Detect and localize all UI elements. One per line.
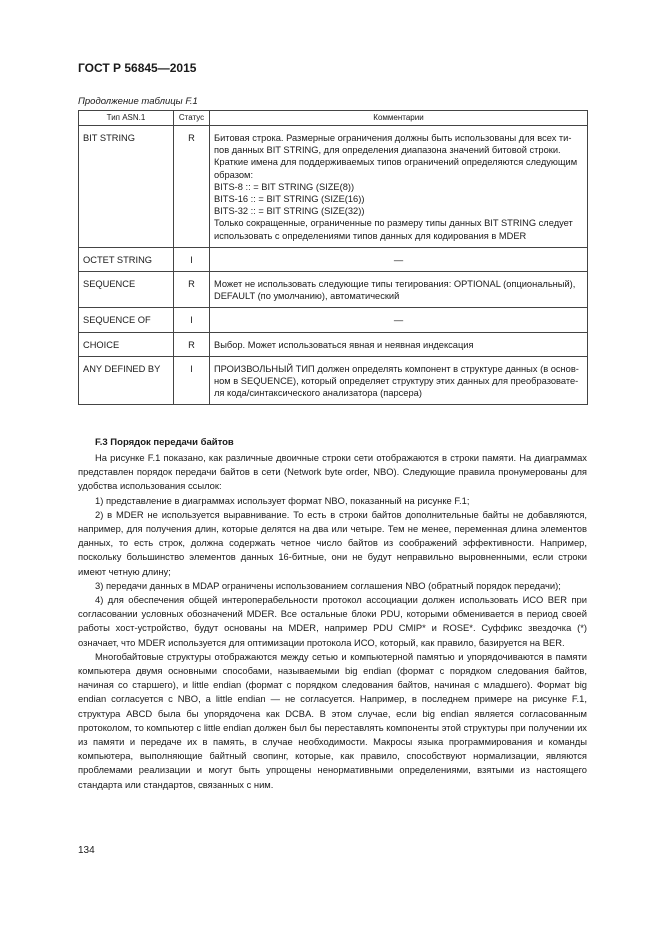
comment-line: DEFAULT (по умолчанию), автоматический	[214, 291, 400, 302]
cell-type: SEQUENCE	[79, 272, 174, 308]
table-row	[79, 126, 588, 248]
column-header-type: Тип ASN.1	[79, 111, 174, 126]
comment-line: Только сокращенные, ограниченные по размеру типы данных BIT STRING следует	[214, 218, 573, 229]
comment-line: Битовая строка. Размерные ограничения должны быть использованы для всех ти-	[214, 133, 572, 143]
section-body	[78, 451, 587, 792]
cell-comment	[210, 356, 588, 405]
cell-type: OCTET STRING	[79, 247, 174, 271]
comment-line: Может не использовать следующие типы тегирования: OPTIONAL (опциональный),	[214, 279, 576, 290]
paragraph: 3) передачи данных в MDAP ограничены использованием соглашения NBO (обратный порядок передачи);	[95, 579, 561, 591]
comment-line: —	[393, 254, 404, 265]
cell-status: R	[174, 332, 210, 356]
comment-line: BITS-16 :: = BIT STRING (SIZE(16))	[214, 194, 365, 205]
asn-types-table	[78, 110, 588, 405]
comment-line: образом:	[214, 169, 254, 180]
cell-comment	[210, 247, 588, 271]
cell-status: R	[174, 126, 210, 248]
paragraph: Многобайтовые структуры отображаются между сетью и компьютерной памятью и упорядочиваются в памяти компьютера двумя основными способами, называемыми big endian (формат с порядком следования байтов, начиная со старшего), и little endian (формат с порядком следования байтов, начиная с младшего). Формат big endian согласуется с NBO, а little endian — не согласуется. Например, в последнем примере на рисунке F.1, структура ABCD была бы упорядочена как DCBA. В этом случае, если big endian является согласованным протоколом, то компьютер с little endian должен был бы переставлять компоненты этой структуры при получении их из памяти и передаче их в память, в случае необходимости. Макросы языка программирования и команды компьютера, выполняющие байтный свопинг, которые, как правило, способствуют нормализации, являются проблемами реализации и могут быть упрощены ненормативными определениями, взятыми из настоящего стандарта или стандартов, связанных с ним.	[78, 650, 587, 790]
comment-line: —	[393, 315, 404, 326]
column-header-status: Статус	[174, 111, 210, 126]
cell-type: ANY DEFINED BY	[79, 356, 174, 405]
column-header-comments: Комментарии	[210, 111, 588, 126]
table-row	[79, 272, 588, 308]
table-caption: Продолжение таблицы F.1	[78, 96, 198, 107]
cell-type: SEQUENCE OF	[79, 308, 174, 332]
comment-line: BITS-32 :: = BIT STRING (SIZE(32))	[214, 206, 365, 217]
paragraph: 1) представление в диаграммах использует формат NBO, показанный на рисунке F.1;	[95, 494, 470, 506]
cell-comment	[210, 332, 588, 356]
table-row	[79, 247, 588, 271]
comment-line: ном в SEQUENCE), который определяет структуру этих данных для преобразовате-	[214, 376, 579, 387]
cell-comment	[210, 308, 588, 332]
comment-line: ля кода/синтаксического анализатора (парсера)	[214, 388, 422, 399]
document-code: ГОСТ Р 56845—2015	[78, 61, 197, 75]
paragraph: На рисунке F.1 показано, как различные двоичные строки сети отображаются в строки памяти. На диаграммах представлен порядок передачи байтов в сети (Network byte order, NBO). Следующие правила пронумерованы для удобства использования ссылок:	[78, 452, 587, 492]
cell-status: I	[174, 247, 210, 271]
comment-line: BITS-8 :: = BIT STRING (SIZE(8))	[214, 181, 355, 192]
comment-line: пов данных BIT STRING, для определения диапазона значений битовой строки.	[214, 145, 561, 156]
paragraph: 4) для обеспечения общей интероперабельности протокол ассоциации должен использовать ИСО BER при согласовании условных обозначений MDER. Все остальные блоки PDU, которыми обменивается в период своей работы хост-устройство, будут основаны на MDER, например PDU CMIP* и ROSE*. Суффикс звездочка (*) означает, что MDER используется для оптимизации протокола ИСО, который, как правило, базируется на BER.	[78, 594, 587, 648]
cell-status: I	[174, 308, 210, 332]
cell-type: CHOICE	[79, 332, 174, 356]
table-row	[79, 356, 588, 405]
cell-type: BIT STRING	[79, 126, 174, 248]
page-number: 134	[78, 845, 95, 856]
table-row	[79, 308, 588, 332]
cell-comment	[210, 272, 588, 308]
comment-line: ПРОИЗВОЛЬНЫЙ ТИП должен определять компонент в структуре данных (в основ-	[214, 363, 579, 374]
table-row	[79, 332, 588, 356]
table-header-row	[79, 111, 588, 126]
cell-status: I	[174, 356, 210, 405]
comment-line: Выбор. Может использоваться явная и неявная индексация	[214, 339, 474, 350]
section-title: F.3 Порядок передачи байтов	[95, 437, 234, 448]
comment-line: использовать с определениями типов данных для кодирования в MDER	[214, 230, 527, 241]
paragraph: 2) в MDER не используется выравнивание. То есть в строки байтов дополнительные байты не добавляются, например, для получения длин, которые делятся на два или четыре. Тем не менее, переменная длина элементов данных, то есть строк, должна содержать четное число байтов из соображений эффективности. Например, поскольку большинство элементов данных 16-битные, они не будут неправильно выровненными, если строки имеют четную длину;	[78, 508, 587, 577]
cell-comment	[210, 126, 588, 248]
cell-status: R	[174, 272, 210, 308]
comment-line: Краткие имена для поддерживаемых типов ограничений определяются следующим	[214, 157, 578, 168]
